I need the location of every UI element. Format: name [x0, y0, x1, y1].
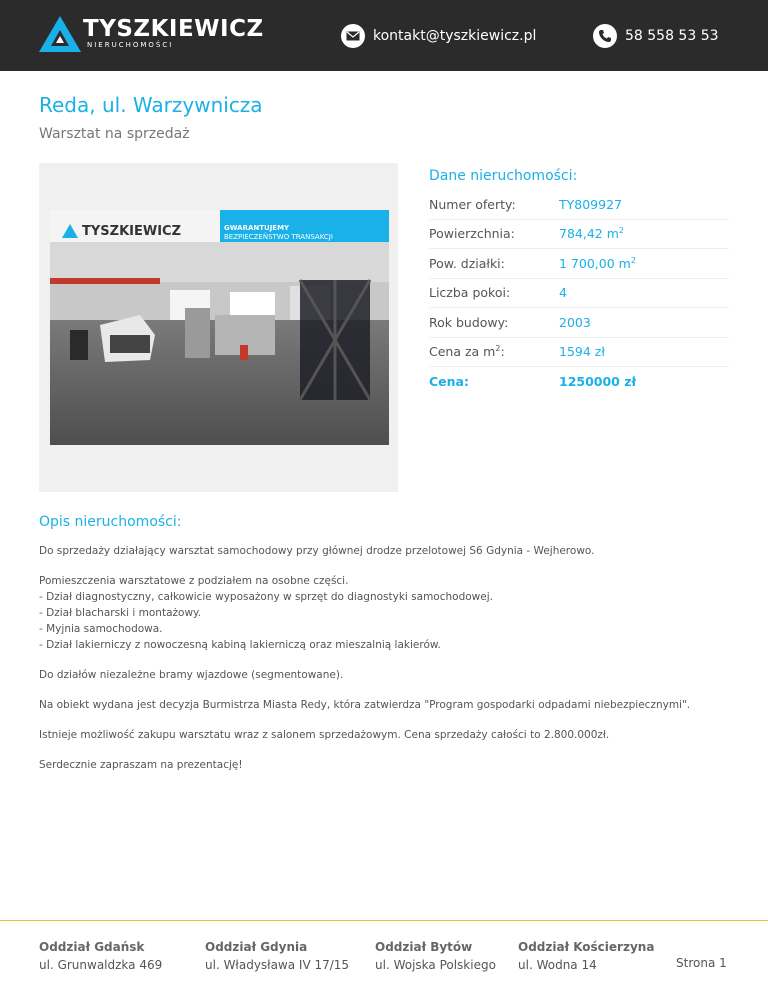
photo-frame	[39, 163, 398, 492]
description-paragraph: Do działów niezależne bramy wjazdowe (segmentowane).	[39, 669, 344, 681]
listing-subtitle: Warsztat na sprzedaż	[39, 126, 190, 142]
detail-row-area	[429, 220, 729, 250]
detail-row-offer-number	[429, 190, 729, 220]
branch-gdynia	[205, 938, 349, 974]
branch-address: ul. Wodna 14	[518, 958, 597, 972]
price-per-m2-value: 1594 zł	[559, 344, 605, 360]
detail-row-plot-area	[429, 249, 729, 279]
company-logo[interactable]	[39, 14, 269, 56]
footer-divider	[0, 920, 768, 921]
build-year-label: Rok budowy:	[429, 314, 509, 330]
logo-subtitle: NIERUCHOMOŚCI	[87, 41, 174, 49]
banner-logo-text: TYSZKIEWICZ	[82, 224, 182, 239]
phone-text: 58 558 53 53	[625, 28, 719, 44]
price-value: 1250000 zł	[559, 374, 637, 390]
plot-area-value: 1 700,00 $m^2$	[559, 255, 636, 271]
detail-row-price	[429, 367, 729, 397]
banner-line-2: BEZPIECZEŃSTWO TRANSAKCJI	[224, 233, 333, 241]
details-table	[429, 190, 729, 397]
description-paragraph: Istnieje możliwość zakupu warsztatu wraz z salonem sprzedażowym. Cena sprzedaży całości to 2.800.000zł.	[39, 729, 610, 741]
branch-name: Oddział Gdynia	[205, 940, 308, 954]
phone-icon	[593, 24, 617, 48]
rooms-value: 4	[559, 285, 567, 301]
description-heading: Opis nieruchomości:	[39, 514, 182, 530]
price-label: Cena:	[429, 374, 469, 390]
property-photo[interactable]	[50, 210, 389, 445]
contact-phone[interactable]	[593, 24, 719, 48]
branch-address: ul. Władysława IV 17/15	[205, 958, 350, 972]
description-paragraph: Serdecznie zapraszam na prezentację!	[39, 759, 243, 771]
logo-triangle-icon	[39, 16, 81, 52]
branch-name: Oddział Gdańsk	[39, 940, 145, 954]
branch-address: ul. Wojska Polskiego	[375, 958, 496, 972]
offer-number-value: TY809927	[559, 196, 622, 212]
branch-name: Oddział Bytów	[375, 940, 473, 954]
description-list: Pomieszczenia warsztatowe z podziałem na osobne części. - Dział diagnostyczny, całkowicie wyposażony w sprzęt do diagnostyki samochodowej. - Dział blacharski i montażowy. - Myjnia samochodowa. - Dział lakierniczy z nowoczesną kabiną lakierniczą oraz mieszalnią lakierów.	[39, 575, 493, 651]
page-number: Strona 1	[676, 956, 727, 970]
branch-name: Oddział Kościerzyna	[518, 940, 655, 954]
detail-row-price-per-m2	[429, 338, 729, 368]
logo-name: TYSZKIEWICZ	[83, 16, 264, 42]
build-year-value: 2003	[559, 314, 591, 330]
header	[0, 0, 768, 71]
area-label: Powierzchnia:	[429, 226, 515, 242]
email-text: kontakt@tyszkiewicz.pl	[373, 28, 537, 44]
contact-email[interactable]	[341, 24, 536, 48]
branch-gdansk	[39, 938, 162, 974]
listing-title: Reda, ul. Warzywnicza	[39, 93, 263, 117]
description-paragraph: Na obiekt wydana jest decyzja Burmistrza Miasta Redy, która zatwierdza "Program gospodarki odpadami niebezpiecznymi".	[39, 699, 691, 711]
branch-koscierzyna	[518, 938, 654, 974]
banner-line-1: GWARANTUJEMY	[224, 224, 290, 232]
description-body	[39, 543, 729, 787]
plot-area-label: Pow. działki:	[429, 255, 505, 271]
rooms-label: Liczba pokoi:	[429, 285, 511, 301]
detail-row-rooms	[429, 279, 729, 309]
description-paragraph: Do sprzedaży działający warsztat samochodowy przy głównej drodze przelotowej S6 Gdynia - Wejherowo.	[39, 545, 595, 557]
detail-row-build-year	[429, 308, 729, 338]
area-value: 784,42 $m^2$	[559, 226, 624, 242]
price-per-m2-label: Cena za $m^2$:	[429, 344, 505, 360]
branch-address: ul. Grunwaldzka 469	[39, 958, 163, 972]
email-icon	[341, 24, 365, 48]
branch-bytow	[375, 938, 496, 974]
offer-number-label: Numer oferty:	[429, 196, 516, 212]
details-heading: Dane nieruchomości:	[429, 168, 578, 184]
